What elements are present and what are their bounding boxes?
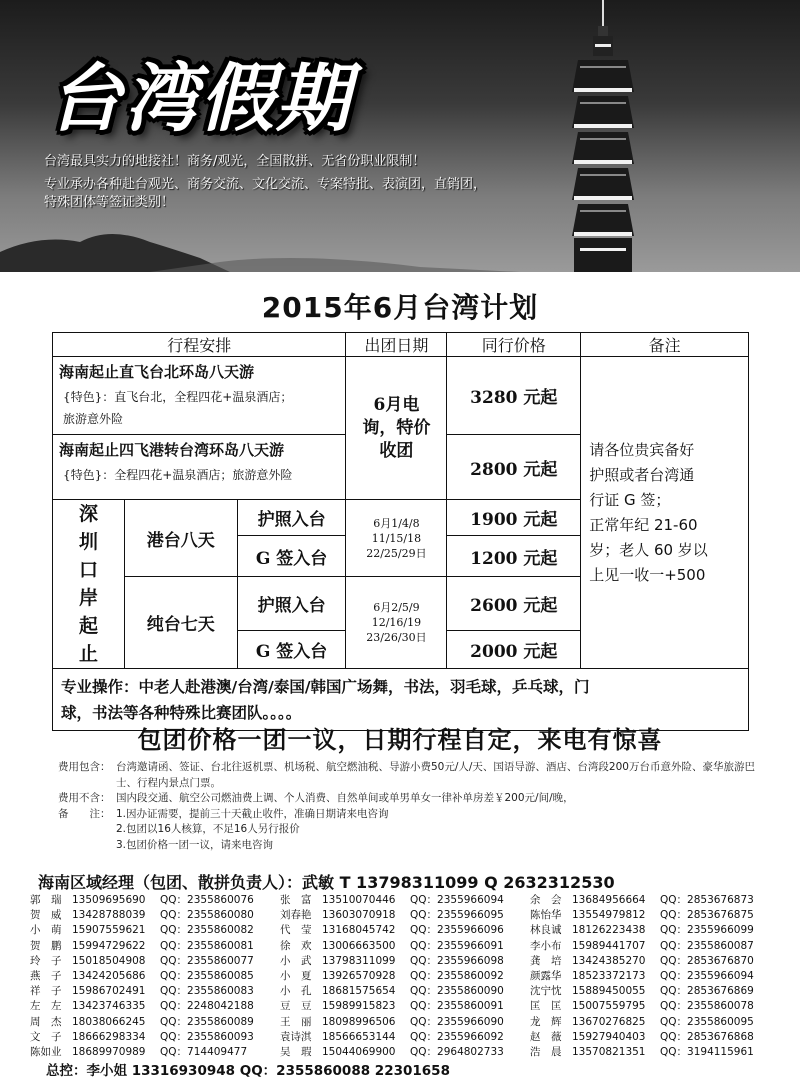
note-1: 1.因办证需要，提前三十天截止收件，准确日期请来电咨询 [116,807,389,820]
date-call-line: 收团 [379,440,414,461]
banner-intro-line-2: 专业承办各种赴台观光、商务交流、文化交流、专案特批、表演团，直销团， [44,177,487,192]
note-3: 3.包团价格一团一议，请来电咨询 [116,838,274,851]
contact-qq: QQ：2355860076 [160,894,254,906]
contact-qq: QQ：2355860092 [410,969,504,982]
header-remarks: 备注 [581,333,749,357]
contact-row [280,1030,530,1045]
route-2-price: 2800 元起 [447,435,581,500]
remark-line: 护照或者台湾通 [589,465,695,484]
contact-name: 小 夏 [280,969,312,982]
date-line: 6月2/5/9 [373,601,420,614]
route-1-cell [53,357,346,435]
contact-qq: QQ：2355860090 [410,985,504,998]
contact-row [530,939,780,954]
remark-line: 岁；老人 60 岁以 [589,540,708,559]
contact-row [30,999,280,1014]
vertical-char: 止 [78,643,98,665]
contact-qq: QQ：2355966098 [410,954,504,967]
contact-name: 代 莹 [280,924,312,937]
note-row [58,807,758,823]
banner-intro-line-3: 特殊团体等签证类别！ [44,195,175,210]
date-line: 23/26/30日 [366,631,427,644]
tour-2-g-sign-price: 2000 元起 [447,631,581,669]
tour-tw-7day: 纯台七天 [124,577,237,669]
contact-column-2 [280,893,530,1060]
hills-silhouette [0,212,800,272]
contact-name: 陈怡华 [530,909,562,922]
package-slogan: 包团价格一团一议，日期行程自定，来电有惊喜 [137,726,663,754]
contact-row [280,1045,530,1060]
route-2-title: 海南起止四飞港转台湾环岛八天游 [59,441,285,459]
contact-phone: 18689970989 [72,1045,146,1058]
contact-row [280,939,530,954]
contact-phone: 15986702491 [72,985,146,998]
contact-name: 沈宁忱 [530,985,562,998]
vertical-char: 深 [78,503,98,525]
contact-list [30,893,780,1060]
contact-name: 赵 薇 [530,1030,562,1043]
contact-qq: QQ：2355860089 [160,1015,254,1028]
contact-phone: 13603070918 [322,909,396,922]
contact-name: 林良诚 [530,924,562,937]
contact-row [280,954,530,969]
contact-phone: 13926570928 [322,969,396,982]
contact-name: 袁诗淇 [280,1030,312,1043]
contact-qq: QQ：2355966096 [410,924,504,937]
contact-row [530,999,780,1014]
contact-row [30,1030,280,1045]
contact-phone: 13670276825 [572,1015,646,1028]
contact-qq: QQ：2355966095 [410,909,504,922]
contact-phone: 18666298334 [72,1030,146,1043]
contact-phone: 15889450055 [572,985,646,998]
contact-name: 燕 子 [30,969,62,982]
vertical-char: 圳 [78,531,98,553]
contact-name: 李小布 [530,939,562,952]
date-call-line: 询，特价 [362,417,431,438]
tour-hk-tw-8day: 港台八天 [124,500,237,577]
header-departure-date: 出团日期 [346,333,447,357]
contact-phone: 18126223438 [572,924,646,937]
contact-row [280,923,530,938]
contact-qq: QQ：2355860087 [660,939,754,952]
regional-manager-line: 海南区域经理（包团、散拼负责人）：武敏 T 13798311099 Q 2632312530 [38,873,615,892]
pro-line: 专业操作：中老人赴港澳/台湾/泰国/韩国广场舞，书法，羽毛球，乒乓球，门 [61,677,590,696]
contact-qq: QQ：2355860082 [160,924,254,937]
contact-qq: QQ：2355860095 [660,1015,754,1028]
contact-qq: QQ：2853676875 [660,909,754,922]
table-header-row [53,333,749,357]
visa-passport: 护照入台 [237,577,346,631]
contact-phone: 13424385270 [572,954,646,967]
table-row [53,357,749,435]
contact-name: 祥 子 [30,985,62,998]
contact-phone: 15989441707 [572,939,646,952]
contact-name: 郭 瑞 [30,894,62,906]
date-line: 22/25/29日 [366,546,427,560]
contact-qq: QQ：2355966092 [410,1030,504,1043]
contact-name: 余 会 [530,894,562,906]
contact-name: 贺 威 [30,909,62,922]
contact-row [280,984,530,999]
contact-name: 陈如业 [30,1045,62,1058]
contact-name: 张 富 [280,894,312,906]
contact-qq: QQ：2853676868 [660,1030,754,1043]
contact-row [530,969,780,984]
fee-exclude-label: 费用不含： [58,792,111,804]
visa-g-sign: G 签入台 [237,631,346,669]
remark-line: 行证 G 签； [589,490,671,509]
vertical-char: 口 [78,559,98,581]
date-line: 11/15/18 [371,531,422,545]
contact-phone: 15044069900 [322,1045,396,1058]
contact-phone: 15907559621 [72,924,146,937]
route-2-feature: {特色}：全程四花+温泉酒店；旅游意外险 [63,468,293,482]
contact-row [30,939,280,954]
contact-name: 匡 匡 [530,1000,562,1013]
visa-passport: 护照入台 [237,500,346,536]
route-1-feature-cont: 旅游意外险 [63,412,124,426]
contact-qq: QQ：2355860080 [160,909,254,922]
contact-qq: QQ：2355860078 [660,1000,754,1013]
contact-phone: 18681575654 [322,985,396,998]
contact-qq: QQ：2355966091 [410,939,504,952]
contact-name: 王 丽 [280,1015,312,1028]
fee-exclude-row [58,791,758,807]
remark-line: 正常年纪 21-60 [589,515,698,534]
contact-column-1 [30,893,280,1060]
contact-phone: 13423746335 [72,1000,146,1013]
date-line: 6月1/4/8 [373,516,420,530]
contact-row [280,1015,530,1030]
contact-row [30,954,280,969]
header-trade-price: 同行价格 [447,333,581,357]
contact-phone: 13570821351 [572,1045,646,1058]
contact-qq: QQ：2355860085 [160,969,254,982]
tour-1-g-sign-price: 1200 元起 [447,536,581,577]
note-label: 备 注： [58,807,111,820]
banner-intro-line-1: 台湾最具实力的地接社！商务/观光，全国散拼、无省份职业限制！ [44,154,426,169]
contact-name: 龚 培 [530,954,562,967]
date-call-line: 6月电 [373,394,420,415]
contact-row [30,908,280,923]
contact-row [530,923,780,938]
contact-row [530,893,780,908]
contact-name: 小 萌 [30,924,62,937]
remark-line: 请各位贵宾备好 [589,440,695,459]
contact-qq: QQ：2355966099 [660,924,754,937]
contact-qq: QQ：2853676869 [660,985,754,998]
fee-include-label: 费用包含： [58,761,111,773]
contact-phone: 13006663500 [322,939,396,952]
contact-name: 文 子 [30,1030,62,1043]
contact-row [30,969,280,984]
contact-phone: 13684956664 [572,894,646,906]
contact-phone: 13168045742 [322,924,396,937]
contact-qq: QQ：2355860091 [410,1000,504,1013]
contact-phone: 13424205686 [72,969,146,982]
contact-qq: QQ：2355966094 [660,969,754,982]
contact-row [530,908,780,923]
contact-name: 浩 晨 [530,1045,562,1058]
contact-qq: QQ：2355860081 [160,939,254,952]
fee-exclude-text: 国内段交通、航空公司燃油费上调、个人消费、自然单间或单男单女一律补单房差￥200元/间/晚， [116,792,574,804]
contact-qq: QQ：2853676873 [660,894,754,906]
fee-details [58,760,758,853]
contact-phone: 13798311099 [322,954,396,967]
contact-column-3 [530,893,780,1060]
contact-name: 徐 欢 [280,939,312,952]
date-line: 12/16/19 [371,616,422,629]
remarks-cell [581,357,749,669]
contact-name: 贺 鹏 [30,939,62,952]
visa-g-sign: G 签入台 [237,536,346,577]
contact-row [530,954,780,969]
contact-row [530,1030,780,1045]
fee-include-row [58,760,758,791]
contact-phone: 18038066245 [72,1015,146,1028]
contact-qq: QQ：714409477 [160,1045,248,1058]
contact-phone: 15018504908 [72,954,146,967]
contact-phone: 13509695690 [72,894,146,906]
contact-name: 玲 子 [30,954,62,967]
contact-row [530,1015,780,1030]
contact-qq: QQ：2248042188 [160,1000,254,1013]
departure-date-call-cell [346,357,447,500]
contact-row [530,984,780,999]
contact-qq: QQ：2853676870 [660,954,754,967]
contact-row [280,908,530,923]
contact-name: 颜露华 [530,969,562,982]
contact-phone: 15927940403 [572,1030,646,1043]
contact-phone: 13554979812 [572,909,646,922]
contact-row [30,923,280,938]
contact-row [530,1045,780,1060]
contact-name: 豆 豆 [280,1000,312,1013]
contact-qq: QQ：2964802733 [410,1045,504,1058]
contact-name: 龙 辉 [530,1015,562,1028]
contact-qq: QQ：2355860083 [160,985,254,998]
plan-table [52,332,749,731]
contact-name: 周 杰 [30,1015,62,1028]
contact-row [30,1045,280,1060]
taipei-101-tower-image [560,0,650,272]
contact-name: 左 左 [30,1000,62,1013]
remark-line: 上见一收一+500 [589,565,706,584]
tour-2-passport-price: 2600 元起 [447,577,581,631]
vertical-char: 起 [78,615,98,637]
contact-phone: 18098996506 [322,1015,396,1028]
shenzhen-port-label [53,500,125,669]
note-2: 2.包团以16人核算，不足16人另行报价 [116,823,300,835]
contact-name: 刘春艳 [280,909,312,922]
contact-phone: 15007559795 [572,1000,646,1013]
contact-row [280,999,530,1014]
contact-qq: QQ：2355966090 [410,1015,504,1028]
contact-name: 小 武 [280,954,312,967]
contact-name: 吴 瑕 [280,1045,312,1058]
contact-qq: QQ：2355860093 [160,1030,254,1043]
fee-include-text: 台湾邀请函、签证、台北往返机票、机场税、航空燃油税、导游小费50元/人/天、国语导游、酒店、台湾段200万台币意外险、豪华旅游巴士、行程内景点门票。 [116,761,755,789]
contact-row [280,969,530,984]
contact-phone: 18523372173 [572,969,646,982]
header-itinerary: 行程安排 [53,333,346,357]
contact-phone: 15994729622 [72,939,146,952]
tour-1-dates [346,500,447,577]
contact-phone: 13428788039 [72,909,146,922]
plan-title: 2015年6月台湾计划 [261,291,539,324]
route-1-title: 海南起止直飞台北环岛八天游 [59,363,255,381]
banner [0,0,800,272]
general-control-footer: 总控：李小姐 13316930948 QQ：2355860088 22301658 [46,1063,450,1079]
contact-qq: QQ：3194115961 [660,1045,754,1058]
tour-1-passport-price: 1900 元起 [447,500,581,536]
contact-row [280,893,530,908]
contact-name: 小 孔 [280,985,312,998]
contact-phone: 15989915823 [322,1000,396,1013]
contact-row [30,984,280,999]
vertical-char: 岸 [78,587,98,609]
contact-row [30,893,280,908]
brand-title: 台湾假期 [48,56,352,142]
contact-qq: QQ：2355860077 [160,954,254,967]
route-2-cell [53,435,346,500]
pro-line: 球，书法等各种特殊比赛团队。。。。 [61,703,302,722]
contact-qq: QQ：2355966094 [410,894,504,906]
route-1-price: 3280 元起 [447,357,581,435]
route-1-feature: {特色}：直飞台北，全程四花+温泉酒店； [63,390,293,404]
contact-row [30,1015,280,1030]
contact-phone: 13510070446 [322,894,396,906]
tour-2-dates [346,577,447,669]
contact-phone: 18566653144 [322,1030,396,1043]
